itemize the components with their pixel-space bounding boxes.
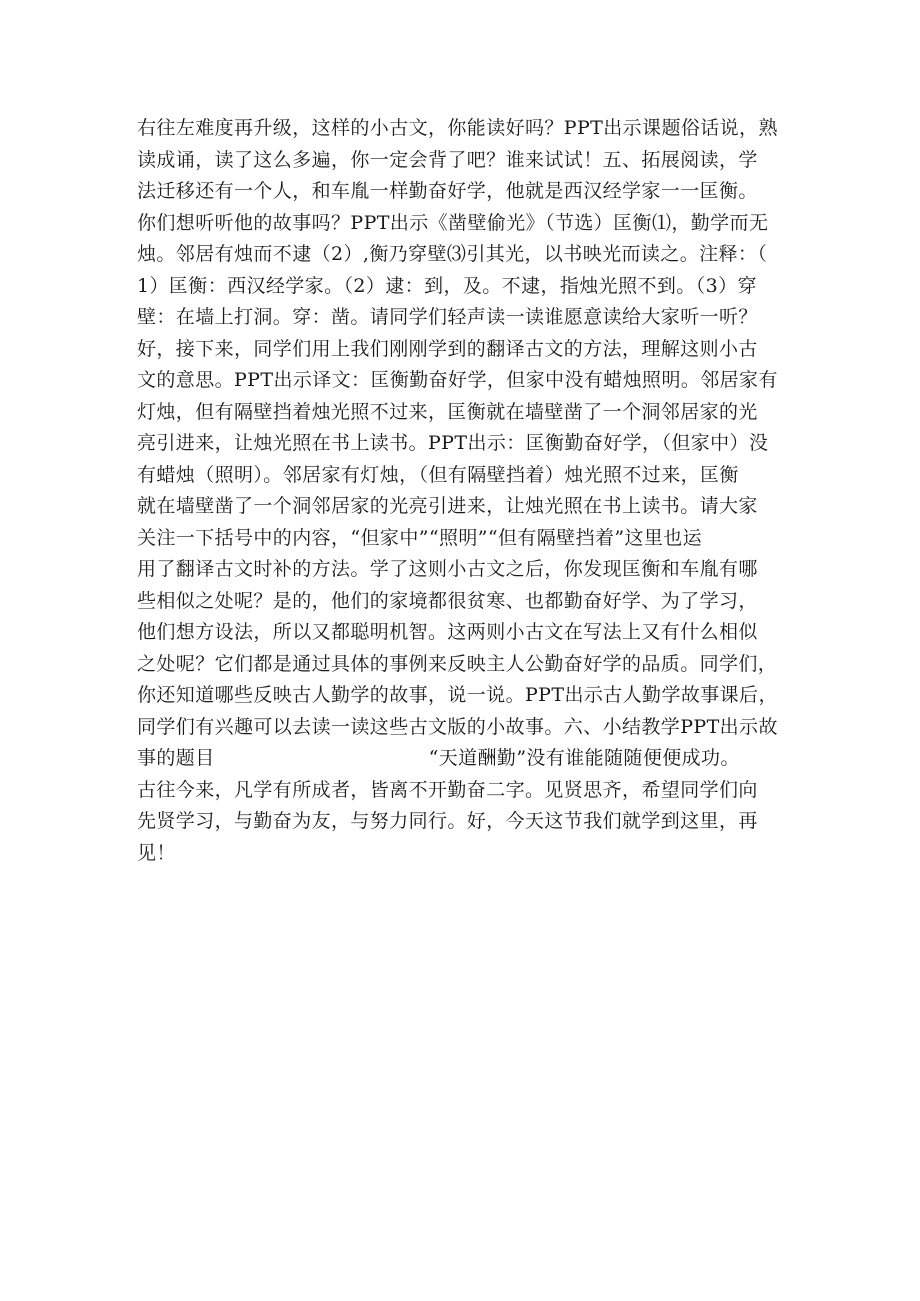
- text-line: 同学们有兴趣可以去读一读这些古文版的小故事。六、小结教学PPT出示故: [137, 715, 778, 738]
- text-line: 有蜡烛（照明）。邻居家有灯烛，（但有隔壁挡着）烛光照不过来，匡衡: [137, 463, 739, 486]
- text-line: 右往左难度再升级，这样的小古文，你能读好吗？PPT出示课题俗话说，熟: [137, 117, 778, 139]
- text-line: 关注一下括号中的内容，“但家中”“照明”“但有隔壁挡着”这里也运: [137, 526, 703, 549]
- text-line: 1）匡衡：西汉经学家。（2）逮：到，及。不逮，指烛光照不到。（3）穿: [137, 274, 757, 297]
- text-line: 壁：在墙上打洞。穿：凿。请同学们轻声读一读谁愿意读给大家听一听？: [137, 306, 758, 328]
- text-line: 你还知道哪些反映古人勤学的故事，说一说。PPT出示古人勤学故事课后，: [137, 684, 778, 706]
- text-line: 之处呢？它们都是通过具体的事例来反映主人公勤奋好学的品质。同学们，: [137, 652, 778, 675]
- text-line: 用了翻译古文时补的方法。学了这则小古文之后，你发现匡衡和车胤有哪: [137, 558, 758, 580]
- text-line: 先贤学习，与勤奋为友，与努力同行。好，今天这节我们就学到这里，再: [137, 810, 758, 832]
- text-line: 他们想方设法，所以又都聪明机智。这两则小古文在写法上又有什么相似: [137, 621, 758, 643]
- text-line: 你们想听听他的故事吗？PPT出示《凿壁偷光》（节选）匡衡⑴，勤学而无: [137, 211, 769, 234]
- text-fragment: 事的题目: [137, 747, 215, 769]
- text-line: 灯烛，但有隔壁挡着烛光照不过来，匡衡就在墙壁凿了一个洞邻居家的光: [137, 400, 758, 423]
- text-line: 烛。邻居有烛而不逮（2）,衡乃穿壁⑶引其光，以书映光而读之。注释：（: [137, 243, 768, 265]
- text-line: 些相似之处呢？是的，他们的家境都很贫寒、也都勤奋好学、为了学习，: [137, 589, 758, 612]
- text-line: 好，接下来，同学们用上我们刚刚学到的翻译古文的方法，理解这则小古: [137, 337, 758, 360]
- text-fragment: “天道酬勤”没有谁能随随便便成功。: [428, 747, 740, 769]
- text-line: 就在墙壁凿了一个洞邻居家的光亮引进来，让烛光照在书上读书。请大家: [137, 495, 758, 517]
- text-line: 古往今来，凡学有所成者，皆离不开勤奋二字。见贤思齐，希望同学们向: [137, 778, 758, 801]
- text-line: 文的意思。PPT出示译文：匡衡勤奋好学，但家中没有蜡烛照明。邻居家有: [137, 369, 778, 391]
- text-line: 见！: [137, 841, 176, 864]
- body-text: [137, 113, 797, 869]
- text-line: 亮引进来，让烛光照在书上读书。PPT出示：匡衡勤奋好学，（但家中）没: [137, 432, 769, 454]
- text-line-split: [137, 743, 797, 775]
- text-line: 读成诵，读了这么多遍，你一定会背了吧？谁来试试！五、拓展阅读，学: [137, 148, 758, 171]
- text-line: 法迁移还有一个人，和车胤一样勤奋好学，他就是西汉经学家一一匡衡。: [137, 180, 758, 202]
